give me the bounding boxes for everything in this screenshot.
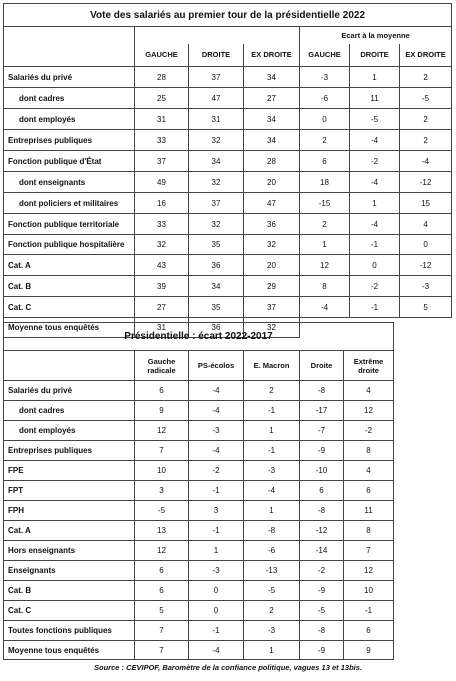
ecart-cell: -2 [350,276,400,297]
ecart-cell: 8 [300,276,350,297]
value-cell: 6 [135,381,189,401]
value-cell: 1 [244,501,300,521]
value-cell: 35 [189,297,244,318]
value-cell: -9 [300,441,344,461]
row-label: dont cadres [4,401,135,421]
ecart-cell: 6 [300,151,350,172]
ecart-cell: 2 [400,67,452,88]
value-cell: 29 [244,276,300,297]
ecart-cell: -2 [350,151,400,172]
value-cell: -2 [344,421,394,441]
value-cell: 9 [135,401,189,421]
value-cell: -8 [300,381,344,401]
value-cell: 34 [244,109,300,130]
value-cell: -4 [189,441,244,461]
value-cell: -4 [189,641,244,660]
value-cell: 34 [189,276,244,297]
row-label: Entreprises publiques [4,441,135,461]
column-header: Gauche radicale [135,351,189,381]
value-cell: 36 [189,318,244,338]
table-row [4,441,394,461]
ecart-cell: 4 [400,214,452,235]
row-label: FPE [4,461,135,481]
value-cell: 39 [135,276,189,297]
ecart-cell: 5 [400,297,452,318]
value-cell: 37 [189,67,244,88]
value-cell: 37 [189,193,244,214]
table-row [4,88,452,109]
value-cell: 35 [189,235,244,255]
empty-header-cell [135,27,300,44]
row-label: Salariés du privé [4,67,135,88]
value-cell: -7 [300,421,344,441]
ecart-cell: 1 [350,193,400,214]
value-cell: 0 [189,581,244,601]
value-cell: 6 [344,481,394,501]
value-cell: 2 [244,601,300,621]
table-row [4,601,394,621]
ecart-cell: 11 [350,88,400,109]
value-cell: -13 [244,561,300,581]
value-cell: -1 [344,601,394,621]
ecart-cell: 0 [350,255,400,276]
value-cell: 31 [135,109,189,130]
table-row [4,193,452,214]
row-label: FPT [4,481,135,501]
value-cell: 34 [244,130,300,151]
value-cell: 13 [135,521,189,541]
table-row [4,109,452,130]
row-label: dont policiers et militaires [4,193,135,214]
ecart-cell: -4 [350,172,400,193]
ecart-cell: -4 [300,297,350,318]
value-cell: -3 [189,421,244,441]
table-title: Présidentielle : écart 2022-2017 [4,323,394,351]
table-row [4,481,394,501]
table-row [4,561,394,581]
ecart-cell: 2 [300,130,350,151]
column-header: DROITE [189,44,244,67]
row-label: dont cadres [4,88,135,109]
value-cell: 32 [189,130,244,151]
value-cell: 7 [135,441,189,461]
row-label: Hors enseignants [4,541,135,561]
value-cell: -9 [300,581,344,601]
column-header: E. Macron [244,351,300,381]
value-cell: 7 [344,541,394,561]
value-cell: -4 [189,381,244,401]
ecart-column-header: GAUCHE [300,44,350,67]
row-label: Fonction publique territoriale [4,214,135,235]
table-row [4,401,394,421]
value-cell: 7 [135,621,189,641]
ecart-table [3,322,394,660]
value-cell: 20 [244,172,300,193]
ecart-cell: -4 [350,214,400,235]
ecart-cell: 1 [300,235,350,255]
value-cell: 12 [135,541,189,561]
value-cell: -2 [300,561,344,581]
ecart-cell: 0 [400,235,452,255]
row-label: Fonction publique d'État [4,151,135,172]
value-cell: 8 [344,521,394,541]
value-cell: 11 [344,501,394,521]
value-cell: -9 [300,641,344,660]
table-row [4,172,452,193]
empty-corner-cell [4,27,135,67]
value-cell: 5 [135,601,189,621]
table-row [4,521,394,541]
value-cell: 36 [189,255,244,276]
value-cell: 34 [189,151,244,172]
ecart-cell: -5 [350,109,400,130]
value-cell: 9 [344,641,394,660]
value-cell: -1 [189,481,244,501]
row-label: Moyenne tous enquêtés [4,318,135,338]
table-row [4,214,452,235]
table-row [4,501,394,521]
value-cell: 6 [300,481,344,501]
row-label: Cat. A [4,521,135,541]
vote-table [3,3,452,338]
row-label: Cat. C [4,601,135,621]
ecart-cell: -1 [350,235,400,255]
value-cell: 3 [189,501,244,521]
ecart-cell: -3 [300,67,350,88]
value-cell: 0 [189,601,244,621]
row-label: Enseignants [4,561,135,581]
value-cell: 31 [189,109,244,130]
ecart-cell: 18 [300,172,350,193]
value-cell: 47 [244,193,300,214]
value-cell: 31 [135,318,189,338]
value-cell: -8 [300,501,344,521]
column-header: GAUCHE [135,44,189,67]
table-row [4,421,394,441]
ecart-cell: 2 [300,214,350,235]
row-label: Cat. B [4,581,135,601]
value-cell: -6 [244,541,300,561]
value-cell: 32 [135,235,189,255]
value-cell: 28 [244,151,300,172]
value-cell: 1 [244,421,300,441]
value-cell: 10 [135,461,189,481]
ecart-cell: -1 [350,297,400,318]
ecart-cell: 1 [350,67,400,88]
ecart-cell: -4 [400,151,452,172]
table-row [4,381,394,401]
value-cell: 34 [244,67,300,88]
row-label: dont employés [4,109,135,130]
table-row [4,621,394,641]
row-label: FPH [4,501,135,521]
table-row [4,276,452,297]
value-cell: -1 [189,521,244,541]
value-cell: -4 [189,401,244,421]
value-cell: -1 [244,401,300,421]
value-cell: 16 [135,193,189,214]
table-row [4,581,394,601]
value-cell: 12 [135,421,189,441]
row-label: Fonction publique hospitalière [4,235,135,255]
row-label: Moyenne tous enquêtés [4,641,135,660]
column-header: Droite [300,351,344,381]
value-cell: 12 [344,401,394,421]
column-header: PS-écolos [189,351,244,381]
value-cell: 3 [135,481,189,501]
table-row [4,255,452,276]
value-cell: 32 [189,214,244,235]
ecart-cell: -5 [400,88,452,109]
value-cell: 8 [344,441,394,461]
value-cell: -10 [300,461,344,481]
value-cell: 33 [135,130,189,151]
ecart-cell: 15 [400,193,452,214]
value-cell: 12 [344,561,394,581]
value-cell: -17 [300,401,344,421]
ecart-column-header: DROITE [350,44,400,67]
value-cell: 43 [135,255,189,276]
value-cell: 32 [244,318,300,338]
ecart-cell: 0 [300,109,350,130]
ecart-cell: -4 [350,130,400,151]
ecart-cell: 2 [400,130,452,151]
row-label: dont employés [4,421,135,441]
value-cell: 25 [135,88,189,109]
value-cell: -3 [244,621,300,641]
ecart-cell: 2 [400,109,452,130]
value-cell: 33 [135,214,189,235]
value-cell: -3 [189,561,244,581]
row-label: Toutes fonctions publiques [4,621,135,641]
value-cell: -3 [244,461,300,481]
value-cell: 27 [244,88,300,109]
value-cell: 1 [189,541,244,561]
table-row [4,67,452,88]
value-cell: 7 [135,641,189,660]
ecart-cell: 12 [300,255,350,276]
value-cell: -5 [244,581,300,601]
table-row [4,461,394,481]
value-cell: 6 [135,561,189,581]
value-cell: -12 [300,521,344,541]
column-header: Extrême droite [344,351,394,381]
table-row [4,297,452,318]
value-cell: 20 [244,255,300,276]
ecart-cell: -12 [400,255,452,276]
row-label: Cat. A [4,255,135,276]
value-cell: -1 [244,441,300,461]
table-row [4,151,452,172]
ecart-column-header: EX DROITE [400,44,452,67]
value-cell: -5 [135,501,189,521]
row-label: dont enseignants [4,172,135,193]
value-cell: 36 [244,214,300,235]
value-cell: 4 [344,381,394,401]
table-row [4,130,452,151]
value-cell: -1 [189,621,244,641]
value-cell: 47 [189,88,244,109]
value-cell: 37 [135,151,189,172]
row-label: Cat. C [4,297,135,318]
value-cell: 10 [344,581,394,601]
value-cell: -14 [300,541,344,561]
empty-corner-cell [4,351,135,381]
ecart-cell: -3 [400,276,452,297]
value-cell: 32 [244,235,300,255]
row-label: Entreprises publiques [4,130,135,151]
value-cell: -5 [300,601,344,621]
row-label: Salariés du privé [4,381,135,401]
table-row [4,235,452,255]
value-cell: 37 [244,297,300,318]
ecart-group-header: Ecart à la moyenne [300,27,452,44]
value-cell: 1 [244,641,300,660]
value-cell: 49 [135,172,189,193]
value-cell: -4 [244,481,300,501]
ecart-cell: -6 [300,88,350,109]
table-title: Vote des salariés au premier tour de la présidentielle 2022 [4,4,452,27]
value-cell: 6 [344,621,394,641]
value-cell: 2 [244,381,300,401]
value-cell: 4 [344,461,394,481]
value-cell: -8 [300,621,344,641]
value-cell: -2 [189,461,244,481]
value-cell: 27 [135,297,189,318]
ecart-cell: -15 [300,193,350,214]
value-cell: 32 [189,172,244,193]
source-note: Source : CEVIPOF, Baromètre de la confiance politique, vagues 13 et 13bis. [93,663,362,672]
row-label: Cat. B [4,276,135,297]
column-header: EX DROITE [244,44,300,67]
value-cell: 6 [135,581,189,601]
value-cell: 28 [135,67,189,88]
value-cell: -8 [244,521,300,541]
table-row [4,541,394,561]
ecart-cell: -12 [400,172,452,193]
table-row [4,641,394,660]
